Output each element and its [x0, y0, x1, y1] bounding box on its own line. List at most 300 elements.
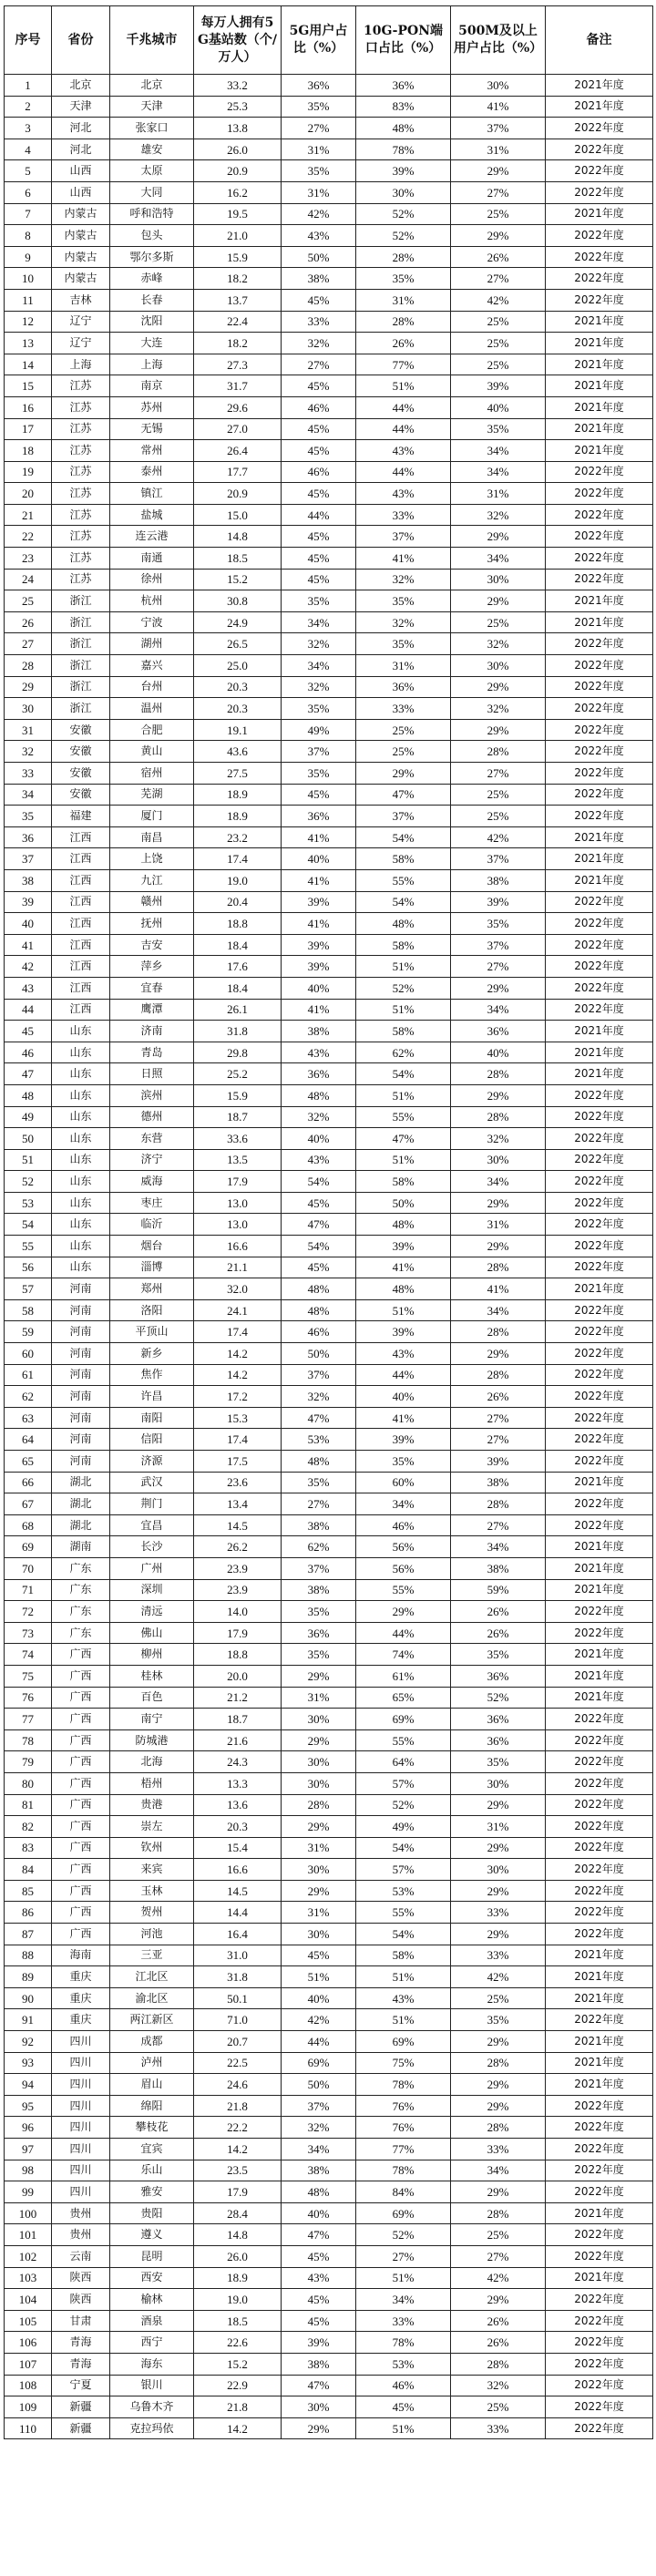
row-index: 26: [5, 611, 52, 633]
table-row: [5, 1945, 653, 1966]
row-5g-base-stations: 13.6: [194, 1794, 282, 1816]
table-row: [5, 2245, 653, 2267]
row-5g-user-share: 45%: [282, 1257, 356, 1278]
row-500m-user-share: 25%: [451, 2396, 546, 2418]
row-10g-pon-share: 51%: [356, 999, 451, 1021]
row-500m-user-share: 28%: [451, 1364, 546, 1386]
row-note: 2022年度: [546, 2009, 653, 2031]
row-10g-pon-share: 35%: [356, 633, 451, 655]
row-5g-user-share: 41%: [282, 913, 356, 935]
row-5g-user-share: 36%: [282, 1063, 356, 1085]
row-province: 山东: [52, 1257, 110, 1278]
row-city: 荆门: [110, 1493, 194, 1515]
row-index: 110: [5, 2417, 52, 2439]
row-city: 渝北区: [110, 1987, 194, 2009]
row-province: 江苏: [52, 504, 110, 526]
row-5g-base-stations: 20.0: [194, 1665, 282, 1687]
row-index: 59: [5, 1321, 52, 1343]
row-500m-user-share: 25%: [451, 2224, 546, 2246]
row-city: 台州: [110, 676, 194, 698]
row-index: 69: [5, 1536, 52, 1558]
row-10g-pon-share: 47%: [356, 1128, 451, 1150]
row-5g-base-stations: 14.2: [194, 1364, 282, 1386]
row-10g-pon-share: 35%: [356, 268, 451, 290]
table-row: [5, 891, 653, 913]
row-500m-user-share: 37%: [451, 934, 546, 956]
row-500m-user-share: 28%: [451, 2052, 546, 2074]
row-10g-pon-share: 75%: [356, 2052, 451, 2074]
row-province: 河南: [52, 1299, 110, 1321]
row-index: 92: [5, 2031, 52, 2053]
row-10g-pon-share: 54%: [356, 1063, 451, 1085]
row-province: 广西: [52, 1902, 110, 1924]
table-row: [5, 548, 653, 570]
row-province: 广西: [52, 1816, 110, 1838]
table-row: [5, 2202, 653, 2224]
row-province: 内蒙古: [52, 246, 110, 268]
row-5g-base-stations: 18.7: [194, 1106, 282, 1128]
row-note: 2022年度: [546, 1364, 653, 1386]
row-5g-user-share: 47%: [282, 1214, 356, 1236]
row-note: 2021年度: [546, 75, 653, 97]
row-10g-pon-share: 54%: [356, 891, 451, 913]
row-10g-pon-share: 53%: [356, 2353, 451, 2375]
row-5g-user-share: 35%: [282, 698, 356, 720]
row-10g-pon-share: 58%: [356, 1021, 451, 1042]
row-500m-user-share: 25%: [451, 333, 546, 354]
table-row: [5, 719, 653, 741]
table-row: [5, 633, 653, 655]
row-province: 重庆: [52, 2009, 110, 2031]
table-row: [5, 1042, 653, 1063]
row-city: 焦作: [110, 1364, 194, 1386]
row-500m-user-share: 31%: [451, 1816, 546, 1838]
row-city: 海东: [110, 2353, 194, 2375]
row-note: 2022年度: [546, 956, 653, 978]
row-5g-base-stations: 18.5: [194, 2310, 282, 2332]
row-province: 新疆: [52, 2417, 110, 2439]
row-5g-base-stations: 18.4: [194, 977, 282, 999]
row-500m-user-share: 28%: [451, 1106, 546, 1128]
row-note: 2022年度: [546, 2332, 653, 2354]
row-index: 68: [5, 1514, 52, 1536]
row-5g-base-stations: 27.0: [194, 418, 282, 440]
row-index: 65: [5, 1451, 52, 1473]
row-province: 安徽: [52, 763, 110, 785]
row-city: 桂林: [110, 1665, 194, 1687]
row-note: 2022年度: [546, 1106, 653, 1128]
row-5g-base-stations: 18.8: [194, 913, 282, 935]
row-5g-user-share: 37%: [282, 1364, 356, 1386]
row-city: 泸州: [110, 2052, 194, 2074]
row-note: 2021年度: [546, 396, 653, 418]
row-province: 广西: [52, 1644, 110, 1666]
table-row: [5, 2009, 653, 2031]
table-row: [5, 418, 653, 440]
row-note: 2022年度: [546, 806, 653, 827]
row-5g-user-share: 43%: [282, 2267, 356, 2289]
row-5g-base-stations: 14.4: [194, 1902, 282, 1924]
row-10g-pon-share: 32%: [356, 611, 451, 633]
row-city: 贵阳: [110, 2202, 194, 2224]
row-index: 80: [5, 1772, 52, 1794]
row-province: 四川: [52, 2117, 110, 2139]
table-row: [5, 999, 653, 1021]
row-10g-pon-share: 28%: [356, 246, 451, 268]
header-city: 千兆城市: [110, 6, 194, 75]
row-10g-pon-share: 39%: [356, 160, 451, 182]
row-5g-base-stations: 16.6: [194, 1859, 282, 1881]
row-5g-user-share: 31%: [282, 1837, 356, 1859]
row-index: 29: [5, 676, 52, 698]
row-5g-user-share: 36%: [282, 806, 356, 827]
row-index: 105: [5, 2310, 52, 2332]
row-province: 四川: [52, 2052, 110, 2074]
row-5g-user-share: 36%: [282, 75, 356, 97]
table-row: [5, 139, 653, 160]
table-row: [5, 1729, 653, 1751]
table-row: [5, 741, 653, 763]
table-row: [5, 869, 653, 891]
row-province: 广西: [52, 1751, 110, 1773]
row-note: 2021年度: [546, 1644, 653, 1666]
row-province: 四川: [52, 2181, 110, 2203]
row-index: 38: [5, 869, 52, 891]
row-city: 济源: [110, 1451, 194, 1473]
row-5g-user-share: 38%: [282, 1021, 356, 1042]
row-500m-user-share: 27%: [451, 2245, 546, 2267]
row-500m-user-share: 29%: [451, 590, 546, 612]
row-city: 德州: [110, 1106, 194, 1128]
table-row: [5, 2310, 653, 2332]
table-row: [5, 1772, 653, 1794]
row-5g-base-stations: 14.5: [194, 1880, 282, 1902]
row-5g-base-stations: 23.2: [194, 826, 282, 848]
header-index: 序号: [5, 6, 52, 75]
row-city: 南通: [110, 548, 194, 570]
row-5g-user-share: 42%: [282, 2009, 356, 2031]
row-10g-pon-share: 48%: [356, 1278, 451, 1300]
row-index: 74: [5, 1644, 52, 1666]
row-province: 内蒙古: [52, 225, 110, 247]
row-province: 海南: [52, 1945, 110, 1966]
table-row: [5, 1472, 653, 1493]
row-5g-base-stations: 18.2: [194, 268, 282, 290]
row-index: 34: [5, 784, 52, 806]
table-row: [5, 1816, 653, 1838]
row-500m-user-share: 34%: [451, 999, 546, 1021]
row-index: 44: [5, 999, 52, 1021]
row-10g-pon-share: 31%: [356, 289, 451, 311]
row-10g-pon-share: 36%: [356, 676, 451, 698]
row-500m-user-share: 29%: [451, 1236, 546, 1257]
row-note: 2022年度: [546, 1171, 653, 1193]
row-city: 柳州: [110, 1644, 194, 1666]
table-header: [5, 6, 653, 75]
row-city: 赤峰: [110, 268, 194, 290]
row-note: 2021年度: [546, 96, 653, 118]
table-row: [5, 1407, 653, 1429]
row-5g-user-share: 30%: [282, 1859, 356, 1881]
row-province: 山东: [52, 1128, 110, 1150]
row-500m-user-share: 34%: [451, 1171, 546, 1193]
row-note: 2022年度: [546, 569, 653, 590]
row-province: 江西: [52, 977, 110, 999]
row-index: 106: [5, 2332, 52, 2354]
row-city: 杭州: [110, 590, 194, 612]
row-province: 江苏: [52, 569, 110, 590]
row-10g-pon-share: 25%: [356, 719, 451, 741]
row-city: 防城港: [110, 1729, 194, 1751]
row-5g-user-share: 30%: [282, 1751, 356, 1773]
row-500m-user-share: 34%: [451, 1299, 546, 1321]
row-province: 安徽: [52, 719, 110, 741]
row-10g-pon-share: 44%: [356, 461, 451, 483]
row-5g-user-share: 35%: [282, 1644, 356, 1666]
row-province: 山东: [52, 1042, 110, 1063]
row-index: 57: [5, 1278, 52, 1300]
table-row: [5, 2139, 653, 2160]
row-5g-user-share: 33%: [282, 311, 356, 333]
row-city: 乌鲁木齐: [110, 2396, 194, 2418]
row-note: 2021年度: [546, 354, 653, 375]
table-row: [5, 1665, 653, 1687]
row-index: 49: [5, 1106, 52, 1128]
row-province: 广西: [52, 1772, 110, 1794]
row-index: 96: [5, 2117, 52, 2139]
table-row: [5, 504, 653, 526]
row-note: 2021年度: [546, 1665, 653, 1687]
row-city: 天津: [110, 96, 194, 118]
row-500m-user-share: 27%: [451, 268, 546, 290]
row-10g-pon-share: 58%: [356, 1945, 451, 1966]
row-province: 江西: [52, 934, 110, 956]
row-10g-pon-share: 43%: [356, 483, 451, 505]
row-10g-pon-share: 62%: [356, 1042, 451, 1063]
row-5g-base-stations: 22.9: [194, 2375, 282, 2396]
row-index: 50: [5, 1128, 52, 1150]
row-500m-user-share: 28%: [451, 1257, 546, 1278]
row-index: 32: [5, 741, 52, 763]
row-500m-user-share: 29%: [451, 2095, 546, 2117]
row-note: 2022年度: [546, 655, 653, 677]
row-10g-pon-share: 45%: [356, 2396, 451, 2418]
row-5g-base-stations: 18.9: [194, 2267, 282, 2289]
row-500m-user-share: 26%: [451, 2310, 546, 2332]
row-5g-base-stations: 19.0: [194, 2289, 282, 2311]
row-note: 2022年度: [546, 2181, 653, 2203]
row-10g-pon-share: 51%: [356, 956, 451, 978]
row-note: 2022年度: [546, 1128, 653, 1150]
row-500m-user-share: 38%: [451, 869, 546, 891]
row-note: 2021年度: [546, 1945, 653, 1966]
row-500m-user-share: 30%: [451, 655, 546, 677]
row-index: 91: [5, 2009, 52, 2031]
row-500m-user-share: 29%: [451, 2074, 546, 2096]
row-10g-pon-share: 39%: [356, 1236, 451, 1257]
row-500m-user-share: 38%: [451, 1557, 546, 1579]
row-note: 2022年度: [546, 2095, 653, 2117]
row-province: 江西: [52, 956, 110, 978]
row-province: 江苏: [52, 483, 110, 505]
row-10g-pon-share: 43%: [356, 440, 451, 462]
row-city: 酒泉: [110, 2310, 194, 2332]
row-5g-user-share: 29%: [282, 1665, 356, 1687]
row-10g-pon-share: 57%: [356, 1859, 451, 1881]
row-province: 上海: [52, 354, 110, 375]
row-10g-pon-share: 74%: [356, 1644, 451, 1666]
row-500m-user-share: 34%: [451, 440, 546, 462]
table-row: [5, 1924, 653, 1945]
row-500m-user-share: 39%: [451, 1451, 546, 1473]
row-province: 山东: [52, 1214, 110, 1236]
row-city: 成都: [110, 2031, 194, 2053]
row-note: 2021年度: [546, 1063, 653, 1085]
row-index: 27: [5, 633, 52, 655]
row-province: 广东: [52, 1557, 110, 1579]
row-province: 四川: [52, 2031, 110, 2053]
row-note: 2021年度: [546, 311, 653, 333]
row-index: 100: [5, 2202, 52, 2224]
row-5g-base-stations: 14.2: [194, 2139, 282, 2160]
row-500m-user-share: 35%: [451, 1751, 546, 1773]
row-note: 2022年度: [546, 2139, 653, 2160]
header-row: [5, 6, 653, 75]
row-5g-user-share: 45%: [282, 375, 356, 397]
row-index: 81: [5, 1794, 52, 1816]
row-5g-base-stations: 23.6: [194, 1472, 282, 1493]
row-5g-base-stations: 21.0: [194, 225, 282, 247]
table-row: [5, 1149, 653, 1171]
row-province: 广西: [52, 1687, 110, 1709]
row-10g-pon-share: 76%: [356, 2117, 451, 2139]
row-5g-base-stations: 14.2: [194, 1343, 282, 1365]
table-row: [5, 977, 653, 999]
row-500m-user-share: 27%: [451, 763, 546, 785]
row-10g-pon-share: 55%: [356, 1729, 451, 1751]
row-500m-user-share: 28%: [451, 741, 546, 763]
row-5g-base-stations: 26.1: [194, 999, 282, 1021]
row-5g-user-share: 29%: [282, 1880, 356, 1902]
row-city: 湖州: [110, 633, 194, 655]
row-5g-user-share: 45%: [282, 418, 356, 440]
row-province: 河南: [52, 1451, 110, 1473]
row-city: 烟台: [110, 1236, 194, 1257]
row-province: 河南: [52, 1386, 110, 1408]
row-note: 2022年度: [546, 1772, 653, 1794]
row-10g-pon-share: 48%: [356, 913, 451, 935]
row-note: 2022年度: [546, 2310, 653, 2332]
row-10g-pon-share: 43%: [356, 1343, 451, 1365]
row-5g-user-share: 45%: [282, 784, 356, 806]
row-500m-user-share: 35%: [451, 1644, 546, 1666]
row-city: 徐州: [110, 569, 194, 590]
row-5g-user-share: 43%: [282, 1149, 356, 1171]
row-5g-base-stations: 22.5: [194, 2052, 282, 2074]
row-note: 2022年度: [546, 1794, 653, 1816]
row-5g-base-stations: 17.9: [194, 2181, 282, 2203]
row-5g-user-share: 45%: [282, 2289, 356, 2311]
row-5g-base-stations: 13.8: [194, 118, 282, 139]
table-row: [5, 75, 653, 97]
row-province: 河南: [52, 1407, 110, 1429]
row-5g-base-stations: 18.2: [194, 333, 282, 354]
row-province: 湖北: [52, 1514, 110, 1536]
row-10g-pon-share: 48%: [356, 118, 451, 139]
row-note: 2022年度: [546, 504, 653, 526]
row-note: 2022年度: [546, 741, 653, 763]
row-5g-base-stations: 26.0: [194, 2245, 282, 2267]
row-500m-user-share: 29%: [451, 2289, 546, 2311]
row-city: 临沂: [110, 1214, 194, 1236]
row-10g-pon-share: 44%: [356, 1364, 451, 1386]
row-5g-user-share: 38%: [282, 2353, 356, 2375]
row-index: 14: [5, 354, 52, 375]
row-note: 2022年度: [546, 1386, 653, 1408]
row-index: 97: [5, 2139, 52, 2160]
row-5g-user-share: 44%: [282, 2031, 356, 2053]
row-city: 抚州: [110, 913, 194, 935]
row-index: 60: [5, 1343, 52, 1365]
row-index: 54: [5, 1214, 52, 1236]
row-5g-base-stations: 16.4: [194, 1924, 282, 1945]
row-500m-user-share: 33%: [451, 1902, 546, 1924]
row-10g-pon-share: 57%: [356, 1772, 451, 1794]
row-5g-user-share: 54%: [282, 1236, 356, 1257]
row-index: 47: [5, 1063, 52, 1085]
row-5g-base-stations: 29.8: [194, 1042, 282, 1063]
row-city: 宁波: [110, 611, 194, 633]
row-5g-user-share: 30%: [282, 1709, 356, 1730]
row-5g-base-stations: 43.6: [194, 741, 282, 763]
row-10g-pon-share: 48%: [356, 1214, 451, 1236]
row-province: 广西: [52, 1729, 110, 1751]
row-province: 贵州: [52, 2202, 110, 2224]
row-index: 66: [5, 1472, 52, 1493]
row-5g-base-stations: 18.7: [194, 1709, 282, 1730]
row-note: 2022年度: [546, 1751, 653, 1773]
row-index: 58: [5, 1299, 52, 1321]
row-10g-pon-share: 33%: [356, 504, 451, 526]
row-5g-user-share: 41%: [282, 869, 356, 891]
row-5g-base-stations: 27.5: [194, 763, 282, 785]
table-row: [5, 440, 653, 462]
row-province: 广西: [52, 1665, 110, 1687]
row-note: 2022年度: [546, 2160, 653, 2181]
row-city: 南京: [110, 375, 194, 397]
row-500m-user-share: 37%: [451, 848, 546, 870]
row-5g-base-stations: 71.0: [194, 2009, 282, 2031]
row-city: 鹰潭: [110, 999, 194, 1021]
row-province: 河南: [52, 1429, 110, 1451]
row-500m-user-share: 30%: [451, 1149, 546, 1171]
row-5g-user-share: 30%: [282, 2396, 356, 2418]
row-city: 长沙: [110, 1536, 194, 1558]
row-province: 云南: [52, 2245, 110, 2267]
row-5g-user-share: 53%: [282, 1429, 356, 1451]
row-note: 2022年度: [546, 461, 653, 483]
row-10g-pon-share: 41%: [356, 1407, 451, 1429]
row-10g-pon-share: 32%: [356, 569, 451, 590]
row-index: 2: [5, 96, 52, 118]
row-note: 2022年度: [546, 891, 653, 913]
row-province: 河南: [52, 1278, 110, 1300]
row-500m-user-share: 35%: [451, 913, 546, 935]
row-500m-user-share: 42%: [451, 1966, 546, 1988]
row-index: 12: [5, 311, 52, 333]
table-row: [5, 2267, 653, 2289]
row-5g-base-stations: 16.6: [194, 1236, 282, 1257]
